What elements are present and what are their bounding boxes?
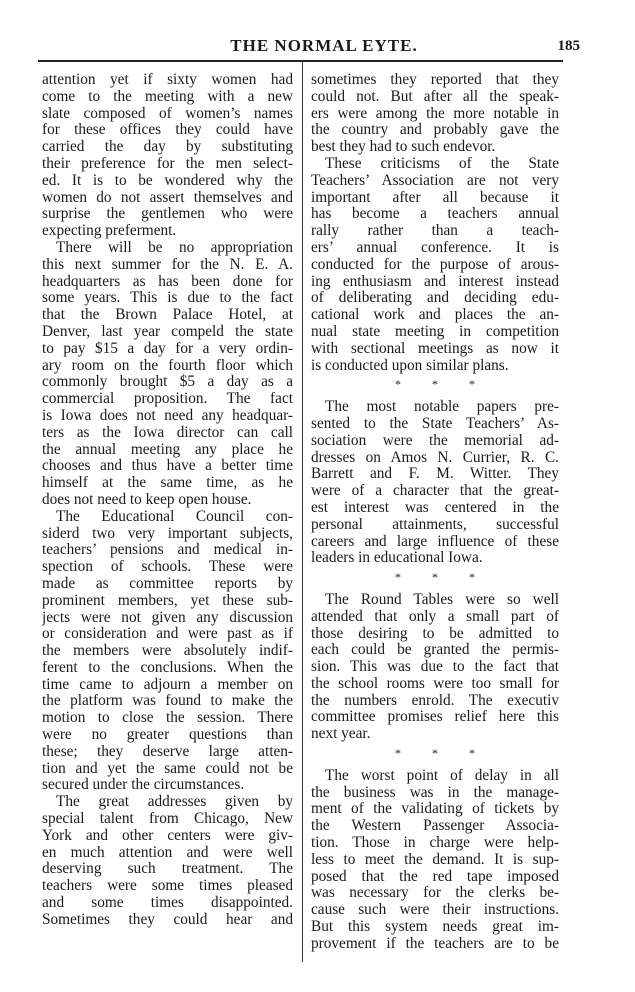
text-line: ers were among the more notable in xyxy=(311,105,559,122)
text-line: time came to adjourn a member on xyxy=(42,676,293,693)
text-line: But this system needs great im- xyxy=(311,919,559,936)
text-line: was necessary for the clerks be- xyxy=(311,885,559,902)
text-line: teachers’ pensions and medical in- xyxy=(42,542,293,559)
text-line: the numbers enrold. The executiv xyxy=(311,692,559,709)
text-line: were no greater questions than xyxy=(42,727,293,744)
text-line: those desiring to be admitted to xyxy=(311,625,559,642)
text-line: careers and large influence of these xyxy=(311,533,559,550)
page-number: 185 xyxy=(557,38,580,54)
text-line: conducted for the purpose of arous- xyxy=(311,256,559,273)
text-line: attended that only a small part of xyxy=(311,608,559,625)
text-line: The worst point of delay in all xyxy=(325,767,559,784)
text-line: important after all because it xyxy=(311,189,559,206)
text-line: siderd two very important subjects, xyxy=(42,525,293,542)
text-line: slate composed of women’s names xyxy=(42,105,293,122)
text-line: the business was in the manage- xyxy=(311,784,559,801)
text-line: There will be no appropriation xyxy=(56,239,293,256)
text-line: The Educational Council con- xyxy=(56,508,293,525)
text-line: the Western Passenger Associa- xyxy=(311,818,559,835)
text-line: were of a character that the great- xyxy=(311,483,559,500)
text-line: Denver, last year compeld the state xyxy=(42,323,293,340)
section-separator: * * * xyxy=(395,377,489,392)
text-line: come to the meeting with a new xyxy=(42,88,293,105)
text-line: attention yet if sixty women had xyxy=(42,72,293,88)
text-line: sociation were the memorial ad- xyxy=(311,432,559,449)
text-line: for these offices they could have xyxy=(42,122,293,139)
text-line: ment of the validating of tickets by xyxy=(311,801,559,818)
section-separator: * * * xyxy=(395,570,489,585)
text-line: cational work and places the an- xyxy=(311,307,559,324)
left-column xyxy=(42,72,293,929)
text-line: special talent from Chicago, New xyxy=(42,811,293,828)
text-line: The most notable papers pre- xyxy=(325,399,559,416)
text-line: does not need to keep open house. xyxy=(42,491,252,508)
text-line: deserving such treatment. The xyxy=(42,861,293,878)
text-line: commonly brought $5 a day as a xyxy=(42,374,293,391)
text-line: has become a teachers annual xyxy=(311,206,559,223)
text-line: motion to close the session. There xyxy=(42,710,293,727)
text-line: or consideration and were past as if xyxy=(42,626,293,643)
text-line: posed that the red tape imposed xyxy=(311,868,559,885)
text-line: less to meet the demand. It is sup- xyxy=(311,851,559,868)
text-line: cause such were their instructions. xyxy=(311,902,559,919)
text-line: The Round Tables were so well xyxy=(325,591,559,608)
text-line: tion. Those in charge were help- xyxy=(311,835,559,852)
journal-title: THE NORMAL EYTE. xyxy=(230,36,418,55)
text-line: ary room on the fourth floor which xyxy=(42,357,293,374)
text-line: jects were not given any discussion xyxy=(42,609,293,626)
text-line: ters as the Iowa director can call xyxy=(42,424,293,441)
text-line: women do not assert themselves and xyxy=(42,189,293,206)
text-line: ing enthusiasm and interest instead xyxy=(311,273,559,290)
text-line: some years. This is due to the fact xyxy=(42,290,293,307)
text-line: could not. But after all the speak- xyxy=(311,88,559,105)
text-line: is conducted upon similar plans. xyxy=(311,357,509,374)
text-line: Teachers’ Association are not very xyxy=(311,172,559,189)
text-line: that the Brown Palace Hotel, at xyxy=(42,307,293,324)
text-line: headquarters as has been done for xyxy=(42,273,293,290)
text-line: dresses on Amos N. Currier, R. C. xyxy=(311,449,559,466)
running-header xyxy=(40,36,600,56)
text-line: committee promises relief here this xyxy=(311,709,559,726)
text-line: prominent members, yet these sub- xyxy=(42,592,293,609)
text-line: each could be granted the permis- xyxy=(311,642,559,659)
column-divider xyxy=(302,62,303,962)
text-line: the members were absolutely indif- xyxy=(42,643,293,660)
text-line: York and other centers were giv- xyxy=(42,827,293,844)
text-line: expecting preferment. xyxy=(42,223,177,240)
right-column xyxy=(311,72,559,953)
text-line: next year. xyxy=(311,726,371,743)
text-line: of deliberating and deciding edu- xyxy=(311,290,559,307)
text-line: provement if the teachers are to be xyxy=(311,935,559,952)
text-line: ed. It is to be wondered why the xyxy=(42,172,293,189)
text-line: made as committee reports by xyxy=(42,575,293,592)
text-line: ers’ annual conference. It is xyxy=(311,239,559,256)
text-line: personal attainments, successful xyxy=(311,516,559,533)
text-line: ferent to the conclusions. When the xyxy=(42,659,293,676)
text-line: these; they deserve large atten- xyxy=(42,743,293,760)
text-line: Barrett and F. M. Witter. They xyxy=(311,466,559,483)
text-line: carried the day by substituting xyxy=(42,139,293,156)
text-line: The great addresses given by xyxy=(56,794,293,811)
text-line: the annual meeting any place he xyxy=(42,441,293,458)
text-line: sented to the State Teachers’ As- xyxy=(311,415,559,432)
section-separator: * * * xyxy=(395,746,489,761)
text-line: the school rooms were too small for xyxy=(311,675,559,692)
text-line: est interest was centered in the xyxy=(311,499,559,516)
text-line: chooses and thus have a better time xyxy=(42,458,293,475)
text-line: this next summer for the N. E. A. xyxy=(42,256,293,273)
text-line: with sectional meetings as now it xyxy=(311,340,559,357)
text-line: himself at the same time, as he xyxy=(42,475,293,492)
text-line: to pay $15 a day for a very ordin- xyxy=(42,340,293,357)
text-line: commercial proposition. The fact xyxy=(42,391,293,408)
text-line: These criticisms of the State xyxy=(325,155,559,172)
text-line: sion. This was due to the fact that xyxy=(311,659,559,676)
text-line: nual state meeting in competition xyxy=(311,323,559,340)
text-line: and some times disappointed. xyxy=(42,895,293,912)
text-line: the country and probably gave the xyxy=(311,122,559,139)
text-line: rally rather than a teach- xyxy=(311,223,559,240)
text-line: en much attention and were well xyxy=(42,844,293,861)
text-line: their preference for the men select- xyxy=(42,155,293,172)
text-line: tion and yet the same could not be xyxy=(42,760,293,777)
text-line: the platform was found to make the xyxy=(42,693,293,710)
text-line: Sometimes they could hear and xyxy=(42,911,293,928)
text-line: leaders in educational Iowa. xyxy=(311,550,483,567)
text-line: spection of schools. These were xyxy=(42,559,293,576)
text-line: sometimes they reported that they xyxy=(311,72,559,88)
text-line: secured under the circumstances. xyxy=(42,777,245,794)
text-line: is Iowa does not need any headquar- xyxy=(42,407,293,424)
header-rule xyxy=(38,60,563,62)
text-line: surprise the gentlemen who were xyxy=(42,206,293,223)
text-line: teachers were some times pleased xyxy=(42,878,293,895)
text-line: best they had to such endevor. xyxy=(311,139,496,156)
